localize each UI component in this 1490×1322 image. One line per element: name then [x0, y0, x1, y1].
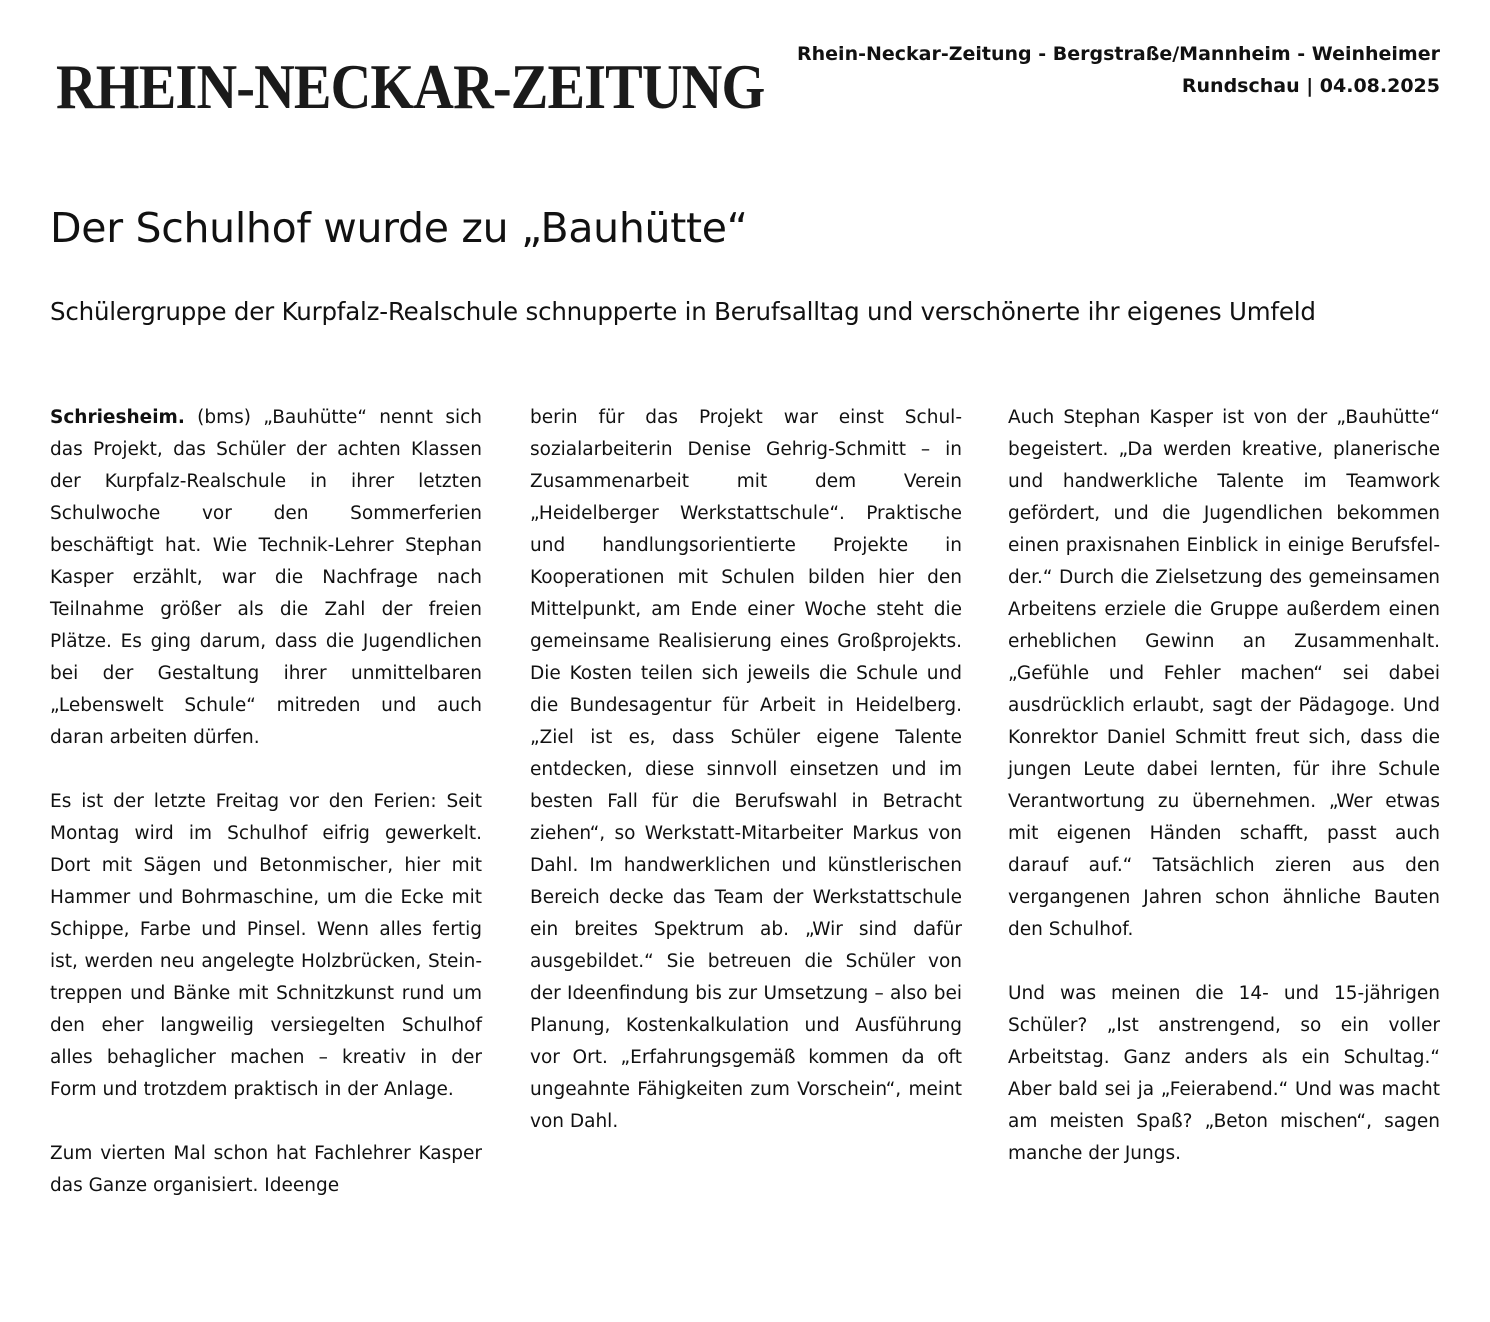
paragraph: Es ist der letzte Freitag vor den Ferien: Seit Montag wird im Schulhof eifrig gewerkelt. Dort mit Sägen und Betonmischer, hier mit Hammer und Bohrmaschine, um die Ecke mit Schippe, Farbe und Pinsel. Wenn alles fertig ist, werden neu angelegte Holzbrücken, Steintreppen und Bänke mit Schnitzkunst rund um den eher langweilig versiegelten Schulhof alles behaglicher machen – kreativ in der Form und trotzdem praktisch in der Anlage. — [50, 791, 482, 1100]
edition-line-1: Rhein-Neckar-Zeitung - Bergstraße/Mannheim - Weinheimer — [797, 43, 1440, 65]
paragraph: Auch Stephan Kasper ist von der „Bauhütte“ begeistert. „Da werden kreative, planerische und handwerkliche Talente im Teamwork gefördert, und die Jugendlichen bekommen einen praxisnahen Einblick in einige Berufsfelder.“ Durch die Zielsetzung des gemeinsamen Arbeitens erziele die Gruppe außerdem einen erheblichen Gewinn an Zusammenhalt. „Gefühle und Fehler machen“ sei dabei ausdrücklich erlaubt, sagt der Pädagoge. Und Konrektor Daniel Schmitt freut sich, dass die jungen Leute dabei lernten, für ihre Schule Verantwortung zu übernehmen. „Wer etwas mit eigenen Händen schafft, passt auch darauf auf.“ Tatsächlich zieren aus den vergangenen Jahren schon ähnliche Bauten den Schulhof. — [1008, 407, 1440, 940]
paragraph: Und was meinen die 14- und 15-jährigen Schüler? „Ist anstrengend, so ein voller Arbeitstag. Ganz anders als ein Schultag.“ Aber bald sei ja „Feierabend.“ Und was macht am meisten Spaß? „Beton mischen“, sagen manche der Jungs. — [1008, 983, 1440, 1164]
edition-info — [750, 38, 1440, 102]
newspaper-logo: RHEIN-NECKAR-ZEITUNG — [56, 51, 765, 122]
paragraph-text: (bms) „Bauhütte“ nennt sich das Projekt, das Schüler der achten Klassen der Kurpfalz-Realschule in ihrer letzten Schulwoche vor den Sommerferien beschäftigt hat. Wie Technik-Lehrer Stephan Kasper erzählt, war die Nachfrage nach Teilnahme größer als die Zahl der freien Plätze. Es ging darum, dass die Jugendlichen bei der Gestaltung ihrer unmittelbaren „Lebenswelt Schule“ mitreden und auch daran arbeiten dürfen. — [50, 407, 482, 748]
dateline: Schriesheim. — [50, 407, 185, 428]
article-column-1 — [50, 402, 482, 1234]
paragraph — [50, 402, 482, 754]
article-headline: Der Schulhof wurde zu „Bauhütte“ — [50, 204, 748, 252]
article-subheadline: Schülergruppe der Kurpfalz-Realschule schnupperte in Berufsalltag und verschönerte ihr eigenes Umfeld — [50, 297, 1316, 326]
paragraph: berin für das Projekt war einst Schulsozialarbeiterin Denise Gehrig-Schmitt – in Zusammenarbeit mit dem Verein „Heidelberger Werkstattschule“. Praktische und handlungsorientierte Projekte in Kooperationen mit Schulen bilden hier den Mittelpunkt, am Ende einer Woche steht die gemeinsame Realisierung eines Großprojekts. Die Kosten teilen sich jeweils die Schule und die Bundesagentur für Arbeit in Heidelberg. „Ziel ist es, dass Schüler eigene Talente entdecken, diese sinnvoll einsetzen und im besten Fall für die Berufswahl in Betracht ziehen“, so Werkstatt-Mitarbeiter Markus von Dahl. Im handwerklichen und künstlerischen Bereich decke das Team der Werkstattschule ein breites Spektrum ab. „Wir sind dafür ausgebildet.“ Sie betreuen die Schüler von der Ideenfindung bis zur Umsetzung – also bei Planung, Kostenkalkulation und Ausführung vor Ort. „Erfahrungsgemäß kommen da oft ungeahnte Fähigkeiten zum Vorschein“, meint von Dahl. — [530, 407, 962, 1132]
edition-line-2: Rundschau | 04.08.2025 — [1181, 75, 1440, 97]
article-column-2 — [530, 402, 962, 1170]
paragraph: Zum vierten Mal schon hat Fachlehrer Kasper das Ganze organisiert. Ideenge — [50, 1143, 482, 1196]
article-column-3 — [1008, 402, 1440, 1202]
